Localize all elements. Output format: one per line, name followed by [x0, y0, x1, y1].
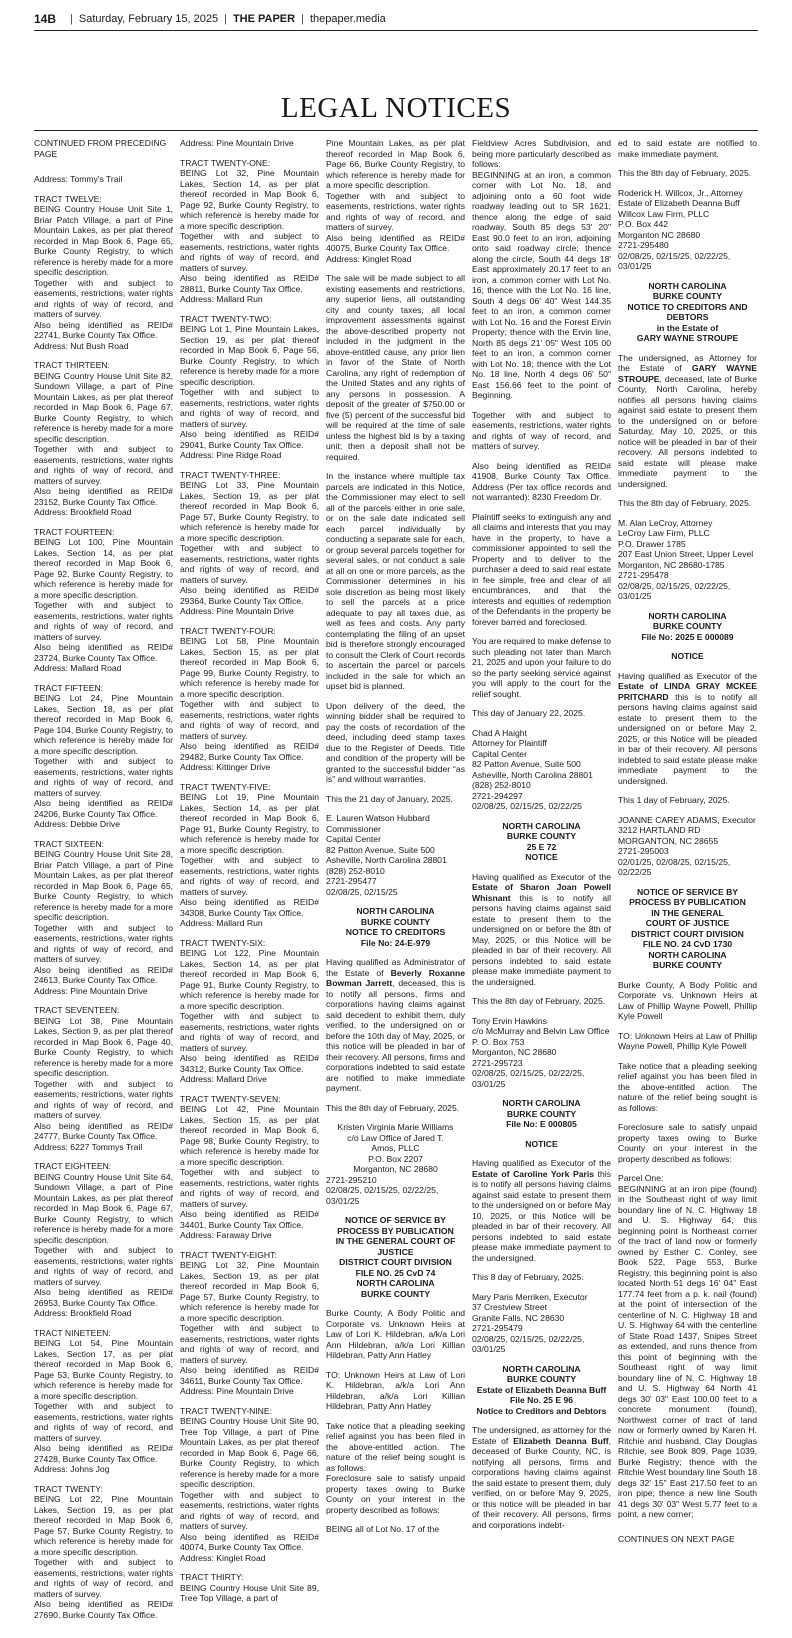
tract-description: TRACT TWENTY-THREE: BEING Lot 33, Pine Mountain Lakes, Section 19, as per plat thereof recorded in Map Book 6, Page 57, Burke County Registry, to which reference is hereby made for a more specific description. Together with and subject to easements, restrictions, water rights and rights of way of record, and matters of survey. Also being identified as REID# 29364, Burke County Tax Office. Address: Pine Mountain Drive [180, 469, 319, 616]
notice-subheading: NOTICE [671, 651, 704, 661]
notice-date: This day of January 22, 2025. [472, 708, 586, 718]
notice-signature: M. Alan LeCroy, Attorney LeCroy Law Firm, PLLC P.O. Drawer 1785 207 East Union Street, Upper Level Morganton, NC 28680-1785 2721-295478 02/08/25, 02/15/25, 02/22/25, 03/01/25 [618, 517, 754, 601]
tract-description: TRACT TWENTY: BEING Lot 22, Pine Mountain Lakes, Section 19, as per plat thereof recorded in Map Book 6, Page 57, Burke County Registry, to which reference is hereby made for a more specific description. Together with and subject to easements, restrictions, water rights and rights of way of record, and matters of survey. Also being identified as REID# 27690, Burke County Tax Office. [34, 1483, 173, 1620]
estate-name: Estate of Sharon Joan Powell Whisnant [472, 882, 611, 903]
notice-date: This the 8th day of February, 2025. [618, 498, 752, 508]
notice-body [618, 353, 757, 490]
notice-body: Also being identified as REID# 41908, Burke County Tax Office. Address (Per tax office records and not warranted): 8230 Freedom Dr. [472, 460, 611, 502]
notice-heading: NORTH CAROLINA BURKE COUNTY File No: E 000805 [502, 1098, 581, 1129]
issue-date: Saturday, February 15, 2025 [78, 13, 219, 25]
notice-body: Burke County, A Body Politic and Corporate vs. Unknown Heirs at Law of Lori K. Hildebran, a/k/a Lori Ann Hildebran, a/k/a Lori Killian Hildebran, Patty Ann Hatley [326, 1308, 465, 1360]
header-rule [34, 30, 758, 31]
notice-text: The undersigned, as attorney for the Estate of [472, 1425, 611, 1446]
notice-heading: NOTICE OF SERVICE BY PROCESS BY PUBLICATION IN THE GENERAL COURT OF JUSTICE DISTRICT COURT DIVISION FILE NO. 24 CvD 1730 NORTH CAROLINA BURKE COUNTY [629, 886, 746, 970]
paper-name: THE PAPER [232, 13, 296, 25]
notice-body [472, 1425, 611, 1530]
tract-description: TRACT TWENTY-FOUR: BEING Lot 58, Pine Mountain Lakes, Section 15, as per plat thereof recorded in Map Book 6, Page 99, Burke County Registry, to which reference is hereby made for a more specific description. Together with and subject to easements, restrictions, water rights and rights of way of record, and matters of survey. Also being identified as REID# 29482, Burke County Tax Office. Address: Kittinger Drive [180, 625, 319, 772]
sale-terms: The sale will be made subject to all existing easements and restrictions, any superior liens, all outstanding city and county taxes, all local improvement assessments against the above-described property not included in the judgment in the above-entitled cause, any prior lien in favor of the State of North Carolina, any right of redemption of the United States and any rights of any persons in possession. A deposit of the greater of $750.00 or five (5) percent of the successful bid will be required at the time of sale unless the highest bid is by a taxing unit; then a deposit shall not be required. [326, 273, 465, 462]
notice-text: Having qualified as Executor of the [472, 871, 611, 882]
column-1 [34, 138, 173, 1630]
notice-date: This 1 day of February, 2025. [618, 795, 730, 805]
notice-body: ed to said estate are notified to make immediate payment. [618, 138, 757, 159]
notices-columns [34, 138, 758, 1630]
tract-description: TRACT TWENTY-TWO: BEING Lot 1, Pine Mountain Lakes, Section 19, as per plat thereof recorded in Map Book 6, Page 56, Burke County Registry, to which reference is hereby made for a more specific description. Together with and subject to easements, restrictions, water rights and rights of way of record, and matters of survey. Also being identified as REID# 29041, Burke County Tax Office. Address: Pine Ridge Road [180, 313, 319, 460]
section-title: LEGAL NOTICES [280, 92, 512, 124]
notice-date: This 8 day of February, 2025. [472, 1272, 584, 1282]
notice-text: Having qualified as Executor of the [618, 670, 757, 681]
notice-date: This the 8th day of February, 2025. [618, 168, 752, 178]
tract-description: TRACT EIGHTEEN: BEING Country House Unit Site 64, Sundown Village, a part of Pine Mountain Lakes, as per plat thereof recorded in Map Book 6, Page 67, Burke County Registry, to which reference is hereby made for a more specific description. Together with and subject to easements, restrictions, water rights and rights of way of record, and matters of survey. Also being identified as REID# 26953, Burke County Tax Office. Address: Brookfield Road [34, 1161, 173, 1318]
notice-body: Together with and subject to easements, restrictions, water rights and rights of way of record, and matters of survey. [472, 409, 611, 451]
notice-text: , deceased, this is to notify all persons, firms and corporations having claims against said decedent to exhibit them, duly verified, to the undersigned on or before the 10th day of May, 2025, or this notice will be pleaded in bar of their recovery. All persons, firms and corporations indebted to said estate are notified to make immediate payment. [326, 978, 465, 1093]
notice-body: BEING all of Lot No. 17 of the [326, 1524, 440, 1534]
notice-signature: Mary Paris Merriken, Executor 37 Crestview Street Granite Falls, NC 28630 2721-295479 02/08/25, 02/15/25, 02/22/25, 03/01/25 [472, 1291, 588, 1354]
tract-description: TRACT TWENTY-SIX: BEING Lot 122, Pine Mountain Lakes, Section 14, as per plat thereof recorded in Map Book 6, Page 91, Burke County Registry, to which reference is hereby made for a more specific description. Together with and subject to easements, restrictions, water rights and rights of way of record, and matters of survey. Also being identified as REID# 34312, Burke County Tax Office. Address: Mallard Drive [180, 937, 319, 1084]
estate-name: Beverly Roxanne Bowman Jarrett [326, 967, 465, 988]
tract-description: TRACT FIFTEEN: BEING Lot 24, Pine Mountain Lakes, Section 18, as per plat thereof recorded in Map Book 6, Page 104, Burke County Registry, to which reference is hereby made for a more specific description. Together with and subject to easements, restrictions, water rights and rights of way of record, and matters of survey. Also being identified as REID# 24206, Burke County Tax Office. Address: Debbie Drive [34, 682, 173, 829]
title-rule [34, 130, 758, 131]
notice-body [618, 671, 757, 787]
tract-description: TRACT THIRTEEN: BEING Country House Unit Site 82, Sundown Village, a part of Pine Mountain Lakes, as per plat thereof recorded in Map Book 6, Page 67, Burke County Registry, to which reference is hereby made for a more specific description. Together with and subject to easements, restrictions, water rights and rights of way of record, and matters of survey. Also being identified as REID# 23152, Burke County Tax Office. Address: Brookfield Road [34, 360, 173, 517]
tract-description: TRACT TWENTY-ONE: BEING Lot 32, Pine Mountain Lakes, Section 14, as per plat thereof recorded in Map Book 6, Page 92, Burke County Registry, to which reference is hereby made for a more specific description. Together with and subject to easements, restrictions, water rights and rights of way of record, and matters of survey. Also being identified as REID# 28811, Burke County Tax Office. Address: Mallard Run [180, 157, 319, 304]
notice-text: this is to notify all persons having claims against said estate to present them to the undersigned on or before May 10, 2025, or this Notice will be pleaded in bar of their recovery. All persons indebted to said estate please make immediate payment to the undersigned. [472, 1168, 611, 1263]
notice-signature: Chad A Haight Attorney for Plaintiff Capital Center 82 Patton Avenue, Suite 500 Asheville, North Carolina 28801 (828) 252-8010 2721-294297 02/08/25, 02/15/25, 02/22/25 [472, 727, 593, 811]
notice-heading: NORTH CAROLINA BURKE COUNTY File No: 2025 E 000089 [641, 610, 734, 642]
notice-body [326, 957, 465, 1094]
tract-description: TRACT THIRTY: BEING Country House Unit Site 89, Tree Top Village, a part of [180, 1572, 319, 1603]
notice-signature: Roderick H. Willcox, Jr., Attorney Estate of Elizabeth Deanna Buff Willcox Law Firm, PLLC P.O. Box 442 Morganton NC 28680 2721-295480 02/08/25, 02/15/25, 02/22/25, 03/01/25 [618, 187, 743, 271]
tract-description: TRACT TWENTY-FIVE: BEING Lot 19, Pine Mountain Lakes, Section 14, as per plat thereof recorded in Map Book 6, Page 91, Burke County Registry, to which reference is hereby made for a more specific description. Together with and subject to easements, restrictions, water rights and rights of way of record, and matters of survey. Also being identified as REID# 34308, Burke County Tax Office. Address: Mallard Run [180, 781, 319, 928]
notice-text: , deceased, late of Burke County, North Carolina, hereby notifies all persons having claims against said estate to present them to the undersigned on or before Saturday, May 10, 2025, or this notice will be pleaded in bar of their recovery. All persons indebted to said estate will please make immediate payment to the undersigned. [618, 373, 757, 489]
notice-signature: E. Lauren Watson Hubbard Commissioner Capital Center 82 Patton Avenue, Suite 500 Asheville, North Carolina 28801 (828) 252-8010 2721-295477 02/08/25, 02/15/25 [326, 813, 447, 897]
sale-terms: In the instance where multiple tax parcels are indicated in this Notice, the Commissioner may elect to sell all of the parcels either in one sale, or on the sale date indicated sell each parcel individually by conducting a separate sale for each, or group several parcels together for several sales, or not conduct a sale at all on one or more parcels, as the Commissioner determines in his sole discretion as being most likely to sell the parcels at a price adequate to pay all taxes due, as well as fees and costs. Any party contemplating the filing of an upset bid is therefore strongly encouraged to consult the Clerk of Court records to ascertain the parcel or parcels included in the sale for which an upset bid is planned. [326, 471, 465, 691]
tract-address: Address: Tommy's Trail [34, 174, 123, 184]
notice-body [472, 1158, 611, 1263]
estate-name: Elizabeth Deanna Buff [513, 1435, 609, 1446]
tract-description: TRACT SEVENTEEN: BEING Lot 38, Pine Mountain Lakes, Section 9, as per plat thereof recorded in Map Book 6, Page 40, Burke County Registry, to which reference is hereby made for a more specific description. Together with and subject to easements, restrictions, water rights and rights of way of record, and matters of survey. Also being identified as REID# 24777, Burke County Tax Office. Address: 6227 Tommys Trail [34, 1005, 173, 1152]
notice-text: The undersigned, as Attorney for the Estate of [618, 352, 757, 373]
notice-heading: NORTH CAROLINA BURKE COUNTY NOTICE TO CREDITORS AND DEBTORS in the Estate of GARY WAYNE STROUPE [627, 280, 748, 343]
notice-text: Having qualified as Executor of the [472, 1158, 611, 1168]
notice-heading: NORTH CAROLINA BURKE COUNTY 25 E 72 NOTICE [502, 820, 581, 862]
notice-text: this is to notify all persons having claims against said estate to present them to the undersigned on or before May 2, 2025, or this Notice will be pleaded in bar of their recovery. All persons indebted to said estate please make immediate payment to the undersigned. [618, 691, 757, 786]
notice-text: , deceased of Burke County, NC, is notifying all persons, firms and corporations having claims against the said estate to present them, duly verified, on or before May 9, 2025, or this notice will be pleaded in bar of their recovery. All persons, firms and corporations indebt- [472, 1435, 611, 1530]
estate-name: Estate of LINDA GRAY MCKEE PRITCHARD [618, 681, 757, 702]
notice-body: Burke County, A Body Politic and Corporate vs. Unknown Heirs at Law of Phillip Wayne Powell, Phillip Kyle Powell [618, 979, 757, 1021]
tract-description: TRACT TWENTY-SEVEN: BEING Lot 42, Pine Mountain Lakes, Section 15, as per plat thereof recorded in Map Book 6, Page 98, Burke County Registry, to which reference is hereby made for a more specific description. Together with and subject to easements, restrictions, water rights and rights of way of record, and matters of survey. Also being identified as REID# 34401, Burke County Tax Office. Address: Faraway Drive [180, 1093, 319, 1240]
tract-description: TRACT TWENTY-EIGHT: BEING Lot 32, Pine Mountain Lakes, Section 19, as per plat thereof recorded in Map Book 6, Page 57, Burke County Registry, to which reference is hereby made for a more specific description. Together with and subject to easements, restrictions, water rights and rights of way of record, and matters of survey. Also being identified as REID# 34611, Burke County Tax Office. Address: Pine Mountain Drive [180, 1249, 319, 1396]
notice-signature: Kristen Virginia Marie Williams c/o Law Office of Jared T. Amos, PLLC P.O. Box 2207 Morganton, NC 28680 [337, 1122, 454, 1174]
header-divider: | [70, 13, 73, 25]
notice-body: Take notice that a pleading seeking relief against you has been filed in the above-entitled action. The nature of the relief being sought is as follows: [618, 1060, 757, 1113]
tract-description: TRACT TWELVE: BEING Country House Unit Site 1, Briar Patch Village, a part of Pine Mountain Lakes, as per plat thereof recorded in Map Book 6, Page 65, Burke County Registry, to which reference is hereby made for a more specific description. Together with and subject to easements, restrictions, water rights and rights of way of record, and matters of survey. Also being identified as REID# 22741, Burke County Tax Office. Address: Nut Bush Road [34, 193, 173, 351]
notice-body: Plaintiff seeks to extinguish any and all claims and interests that you may have in the property, to have a commissioner appointed to sell the Property and to deliver to the purchaser a deed to said real estate in fee simple, free and clear of all encumbrances, and that the interests and equities of redemption of the Defendants in the property be forever barred and foreclosed. [472, 511, 611, 627]
sale-terms: Upon delivery of the deed, the winning bidder shall be required to pay the costs of recordation of the deed, including deed stamp taxes due to the Register of Deeds. Title and condition of the property will be granted to the successful bidder “as is” and without warranties. [326, 700, 465, 784]
notice-date: This the 8th day of February, 2025. [326, 1102, 460, 1113]
notice-heading: NOTICE OF SERVICE BY PROCESS BY PUBLICATION IN THE GENERAL COURT OF JUSTICE DISTRICT COURT DIVISION FILE NO. 25 CvD 74 NORTH CAROLINA BURKE COUNTY [335, 1215, 456, 1299]
tract-description: TRACT SIXTEEN: BEING Country House Unit Site 28, Briar Patch Village, a part of Pine Mountain Lakes, as per plat thereof recorded in Map Book 6, Page 65, Burke County Registry, to which reference is hereby made for a more specific description. Together with and subject to easements, restrictions, water rights and rights of way of record, and matters of survey. Also being identified as REID# 24613, Burke County Tax Office. Address: Pine Mountain Drive [34, 838, 173, 996]
notice-subheading: NOTICE [525, 1138, 558, 1149]
property-description: Parcel One: BEGINNING at an iron pipe (found) in the Southeast right of way limit boundary line of N. C. Highway 18 and U. S. Highway 64, this beginning point is Northeast corner of the tract of land now or formerly owned by Esther C. Conley, see Book 522, Page 553, Burke Registry, this beginning point is also located North 51 degs 16' 04" East 177.74 feet from a p. k. nail (found) at the point of intersection of the centerline of N. C. Highway 18 and U. S. Highway 64 with the centerline of State Road 1437, Snipes Street as extended, and runs thence from this point of beginning with the Southeast right of way limit boundary line of N. C. Highway 18 and U. S. Highway 64 North 41 degs 30' 03" East 100.00 feet to a concrete monument (found), Northwest corner of tract of land now or formerly owned by Karen H. Ritchie and husband, Clay Douglas Ritchie, see Book 809, Page 1039, Burke Registry; thence with the Ritchie West boundary line South 18 degs 32' 15" East 217.50 feet to an iron pipe; thence a new line South 41 degs 30' 03" West 5.77 feet to a point, a new corner; [618, 1173, 757, 1519]
estate-name: Estate of Caroline York Paris [472, 1168, 595, 1179]
notice-body: You are required to make defense to such pleading not later than March 21, 2025 and upon your failure to do so the party seeking service against you will apply to the court for the relief sought. [472, 636, 611, 699]
tract-description: TRACT FOURTEEN: BEING Lot 100, Pine Mountain Lakes, Section 14, as per plat thereof recorded in Map Book 6, Page 92, Burke County Registry, to which reference is hereby made for a more specific description. Together with and subject to easements, restrictions, water rights and rights of way of record, and matters of survey. Also being identified as REID# 23724, Burke County Tax Office. Address: Mallard Road [34, 526, 173, 673]
page-number: 14B [34, 12, 57, 26]
notice-publication-info: 2721-295210 02/08/25, 02/15/25, 02/22/25, 03/01/25 [326, 1174, 439, 1206]
tract-address: Address: Pine Mountain Drive [180, 138, 294, 148]
notice-heading: NORTH CAROLINA BURKE COUNTY Estate of Elizabeth Deanna Buff File No. 25 E 96 Notice to Creditors and Debtors [476, 1363, 607, 1416]
tract-description: TRACT NINETEEN: BEING Lot 54, Pine Mountain Lakes, Section 17, as per plat thereof recorded in Map Book 6, Page 53, Burke County Registry, to which reference is hereby made for a more specific description. Together with and subject to easements, restrictions, water rights and rights of way of record, and matters of survey. Also being identified as REID# 27428, Burke County Tax Office. Address: Johns Jog [34, 1327, 173, 1474]
column-2 [180, 138, 319, 1630]
notice-date: This the 21 day of January, 2025. [326, 793, 453, 804]
tract-description: TRACT TWENTY-NINE: BEING Country House Unit Site 90, Tree Top Village, a part of Pine Mountain Lakes, as per plat thereof recorded in Map Book 6, Page 66, Burke County Registry, to which reference is hereby made for a more specific description. Together with and subject to easements, restrictions, water rights and rights of way of record, and matters of survey. Also being identified as REID# 40074, Burke County Tax Office. Address: Kinglet Road [180, 1405, 319, 1563]
notice-body: TO: Unknown Heirs at Law of Lori K. Hildebran, a/k/a Lori Ann Hildebran, a/k/a Lori Killian Hildebran, Patty Ann Hatley [326, 1369, 465, 1411]
paper-site[interactable]: thepaper.media [309, 13, 386, 25]
notice-text: Having qualified as Administrator of the Estate of [326, 957, 465, 978]
column-4 [472, 138, 611, 1630]
column-5 [618, 138, 757, 1630]
notice-signature: Tony Ervin Hawkins c/o McMurray and Belvin Law Office P. O. Box 753 Morganton, NC 28680 2721-295723 02/08/25, 02/15/25, 02/22/25, 03/01/25 [472, 1015, 610, 1089]
header-divider: | [224, 13, 227, 25]
notice-date: This the 8th day of February, 2025. [472, 996, 606, 1006]
notice-text: this is to notify all persons having claims against said estate to present them to the undersigned on or before the 8th of May, 2025, or this Notice will be pleaded in bar of their recovery. All persons indebted to said estate please make immediate payment to the undersigned. [472, 892, 611, 987]
header-divider: | [301, 13, 304, 25]
estate-name: GARY WAYNE STROUPE [618, 363, 757, 384]
page-header [34, 8, 758, 30]
continues-on-note: CONTINUES ON NEXT PAGE [618, 1533, 735, 1544]
notice-body: Take notice that a pleading seeking relief against you has been filed in the above-entitled action. The nature of the relief being sought is as follows: Foreclosure sale to satisfy unpaid property taxes owing to Burke County on your interest in the property described as follows: [326, 1420, 465, 1515]
notice-heading: NORTH CAROLINA BURKE COUNTY NOTICE TO CREDITORS File No: 24-E-979 [345, 906, 446, 948]
notice-body [472, 872, 611, 988]
continued-from-note: CONTINUED FROM PRECEDING PAGE [34, 138, 167, 159]
column-3 [326, 138, 465, 1630]
property-description: Fieldview Acres Subdivision, and being more particularly described as follows: BEGINNING at an iron, a common corner with Lot No. 18, and adjoining onto a 60 foot wide roadway leading out to SR 1621; thence along the edge of said roadway, South 85 degs 53' 20" East 90.0 feet to an iron, adjoining onto said roadway circle; thence along the circle, South 44 degs 18' East approximately 20.17 feet to an iron, a common corner with Lot No. 16; thence with the Lot No. 16 line, South 4 degs 06' 40" West 144.35 feet to an iron, a common corner with Lot No. 16 and the Forest Ervin Property; thence with the Ervin line, North 85 degs 21' 05" West 105 00 feet to an iron, a common corner with Lot No. 18; thence with the Lot No. 18 line, North 4 degs 06' 50" East 156.66 feet to the point of Beginning. [472, 138, 611, 400]
tract-description: Pine Mountain Lakes, as per plat thereof recorded in Map Book 6, Page 66, Burke County Registry, to which reference is hereby made for a more specific description. Together with and subject to easements, restrictions, water rights and rights of way of record, and matters of survey. Also being identified as REID# 40075, Burke County Tax Office. Address: Kinglet Road [326, 138, 465, 264]
notice-signature: JOANNE CAREY ADAMS, Executor 3212 HARTLAND RD MORGANTON, NC 28655 2721-295003 02/01/25, 02/08/25, 02/15/25, 02/22/25 [618, 814, 756, 877]
notice-body: TO: Unknown Heirs at Law of Phillip Wayne Powell, Phillip Kyle Powell [618, 1030, 757, 1051]
notice-body: Foreclosure sale to satisfy unpaid property taxes owing to Burke County on your interest in the property described as follows: [618, 1122, 757, 1164]
